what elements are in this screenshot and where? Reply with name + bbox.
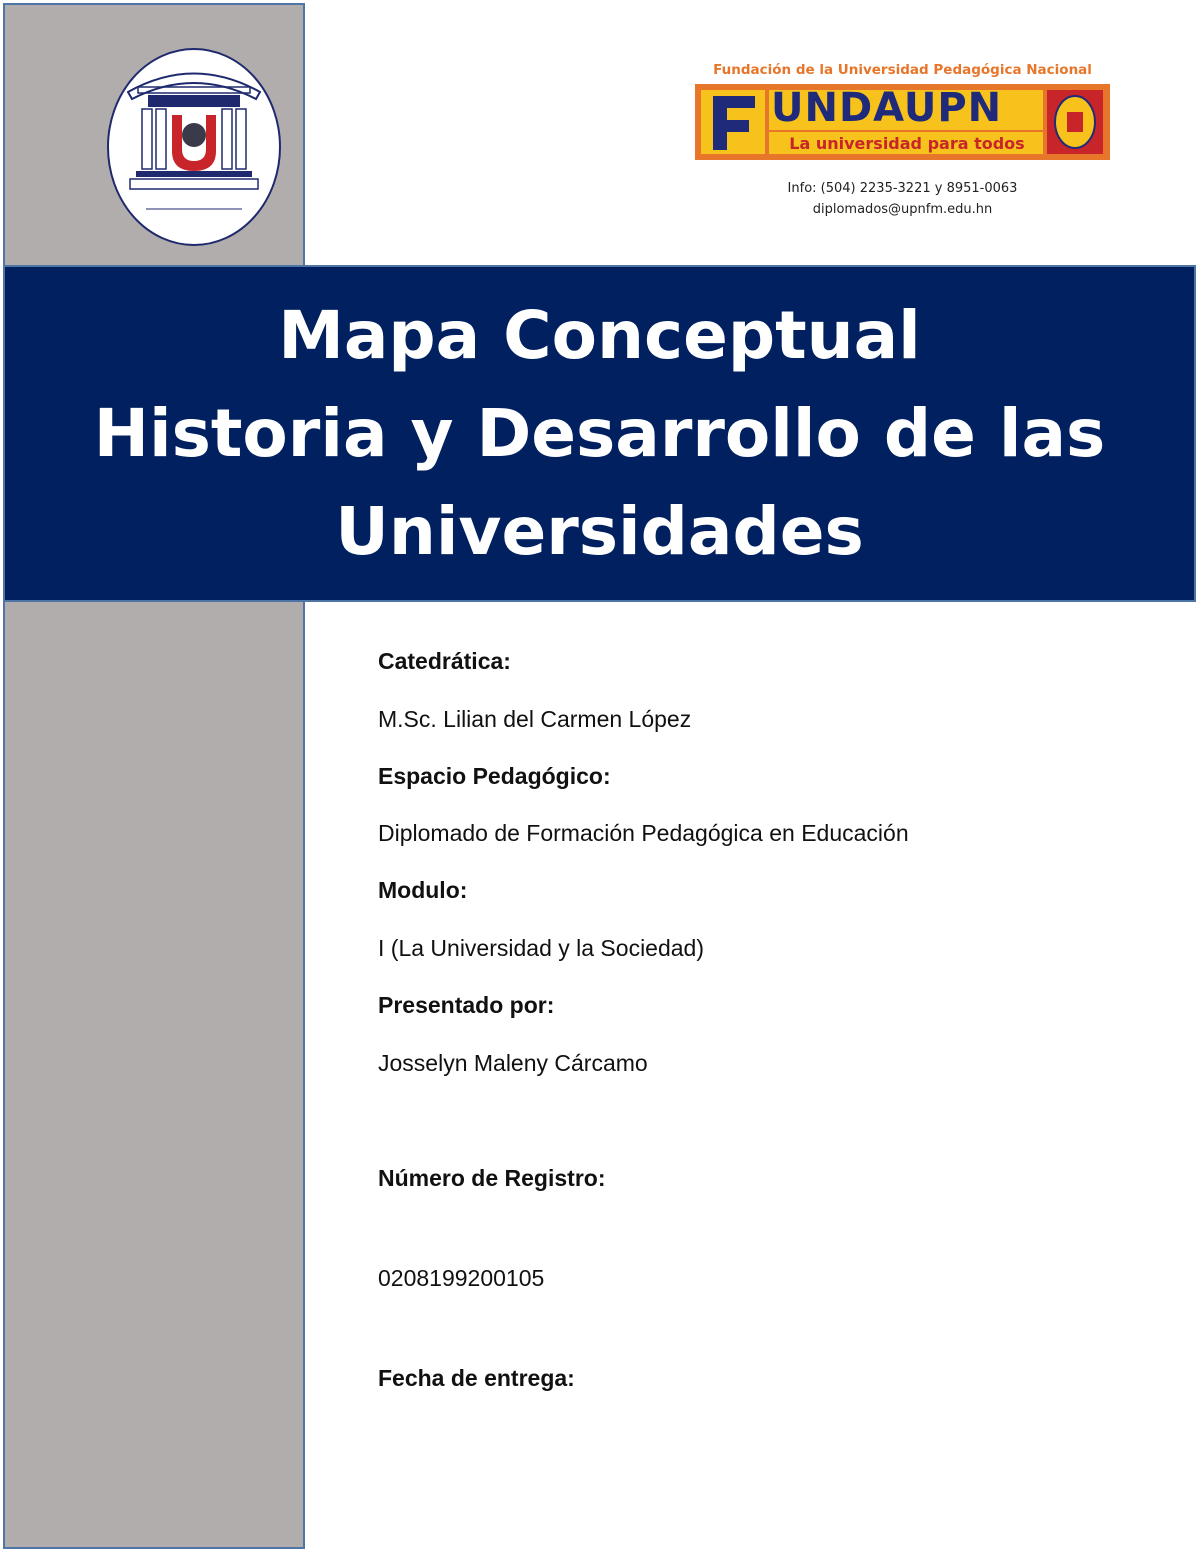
fundaupn-contact bbox=[695, 178, 1110, 220]
title-line-2: Historia y Desarrollo de las bbox=[93, 394, 1106, 472]
fecha-label: Fecha de entrega: bbox=[378, 1365, 575, 1391]
foundation-name: Fundación de la Universidad Pedagógica Nacional bbox=[713, 62, 1092, 78]
registro-label: Número de Registro: bbox=[378, 1165, 606, 1191]
university-seal-logo bbox=[106, 47, 282, 247]
presentado-label: Presentado por: bbox=[378, 992, 555, 1018]
espacio-value: Diplomado de Formación Pedagógica en Educación bbox=[378, 820, 909, 846]
catedratica-value: M.Sc. Lilian del Carmen López bbox=[378, 706, 692, 732]
fundaupn-wordmark: UNDAUPN bbox=[771, 85, 1003, 131]
registro-value: 0208199200105 bbox=[378, 1265, 545, 1291]
modulo-value: I (La Universidad y la Sociedad) bbox=[378, 935, 704, 961]
title-line-1: Mapa Conceptual bbox=[278, 296, 921, 374]
cover-details bbox=[378, 646, 1158, 1393]
title-line-3: Universidades bbox=[335, 492, 864, 570]
contact-phone: Info: (504) 2235-3221 y 8951-0063 bbox=[787, 181, 1018, 196]
fundaupn-header bbox=[695, 62, 1110, 222]
title-banner bbox=[3, 265, 1196, 602]
espacio-label: Espacio Pedagógico: bbox=[378, 763, 611, 789]
modulo-label: Modulo: bbox=[378, 877, 468, 903]
catedratica-label: Catedrática: bbox=[378, 648, 511, 674]
contact-email: diplomados@upnfm.edu.hn bbox=[812, 202, 993, 217]
fundaupn-tagline: La universidad para todos bbox=[789, 134, 1025, 153]
presentado-value: Josselyn Maleny Cárcamo bbox=[378, 1050, 648, 1076]
